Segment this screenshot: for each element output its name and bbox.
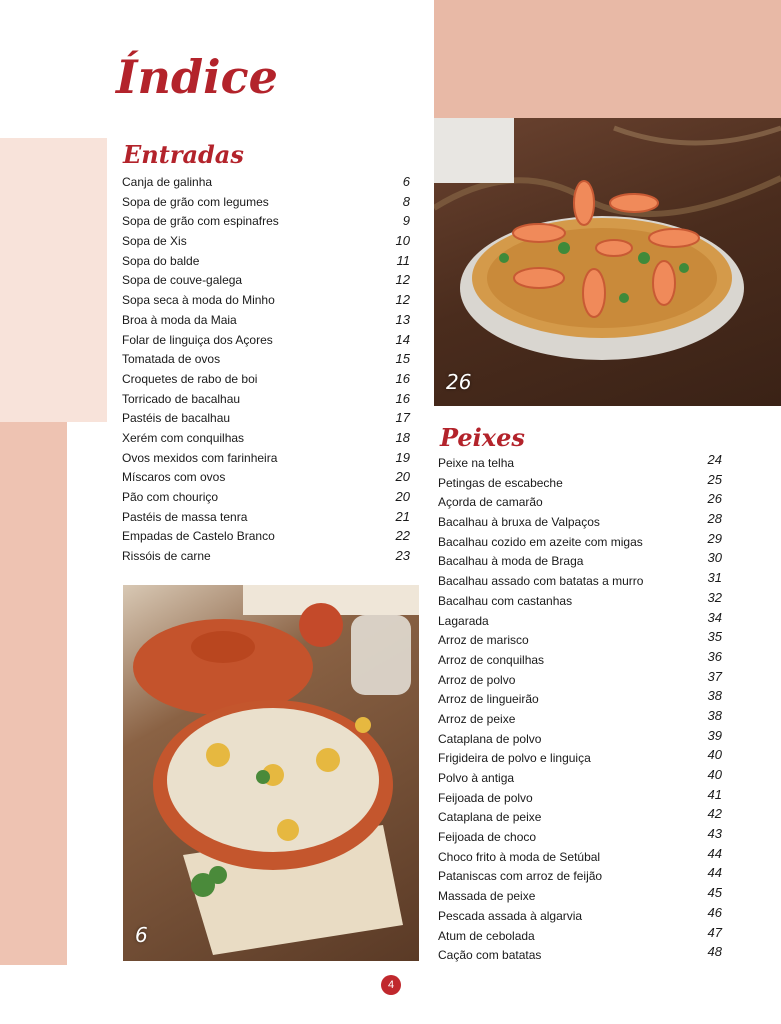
recipe-page-number: 47 bbox=[707, 924, 722, 940]
index-entry[interactable] bbox=[122, 272, 410, 292]
index-entry[interactable] bbox=[438, 491, 722, 514]
recipe-name: Petingas de escabeche bbox=[438, 475, 563, 490]
recipe-name: Açorda de camarão bbox=[438, 495, 543, 510]
index-entry[interactable] bbox=[122, 450, 410, 470]
recipe-name: Bacalhau com castanhas bbox=[438, 593, 573, 608]
recipe-page-number: 40 bbox=[707, 767, 722, 782]
recipe-page-number: 48 bbox=[707, 944, 722, 960]
index-entry[interactable] bbox=[122, 371, 410, 391]
recipe-page-number: 22 bbox=[395, 528, 410, 544]
recipe-page-number: 19 bbox=[395, 449, 410, 465]
recipe-page-number: 43 bbox=[707, 826, 722, 842]
recipe-page-number: 11 bbox=[396, 252, 410, 268]
recipe-page-number: 37 bbox=[707, 668, 722, 684]
recipe-page-number: 35 bbox=[707, 629, 722, 645]
recipe-name: Míscaros com ovos bbox=[122, 470, 226, 485]
recipe-name: Bacalhau assado com batatas a murro bbox=[438, 574, 644, 589]
recipe-page-number: 14 bbox=[395, 331, 410, 347]
index-entry[interactable] bbox=[438, 786, 722, 810]
index-entry[interactable] bbox=[438, 707, 722, 731]
peixes-list bbox=[438, 452, 722, 967]
recipe-name: Sopa de Xis bbox=[122, 234, 187, 249]
recipe-page-number: 17 bbox=[395, 410, 410, 426]
recipe-page-number: 13 bbox=[395, 311, 410, 327]
recipe-page-number: 15 bbox=[395, 351, 410, 367]
index-entry[interactable] bbox=[438, 629, 722, 652]
recipe-name: Cação com batatas bbox=[438, 948, 542, 963]
soup-dish-photo bbox=[123, 585, 419, 961]
recipe-page-number: 38 bbox=[707, 688, 722, 704]
index-entry[interactable] bbox=[438, 885, 722, 908]
index-entry[interactable] bbox=[438, 589, 722, 613]
index-entry[interactable] bbox=[438, 865, 722, 888]
index-entry[interactable] bbox=[122, 174, 410, 194]
index-entry[interactable] bbox=[122, 509, 410, 529]
index-entry[interactable] bbox=[438, 767, 722, 790]
decorative-side-strip-dark bbox=[0, 422, 67, 965]
index-entry[interactable] bbox=[438, 688, 722, 711]
recipe-page-number: 26 bbox=[707, 491, 722, 507]
index-entry[interactable] bbox=[438, 471, 722, 495]
recipe-name: Pataniscas com arroz de feijão bbox=[438, 869, 603, 884]
recipe-name: Arroz de lingueirão bbox=[438, 692, 539, 707]
recipe-page-number: 9 bbox=[402, 213, 410, 229]
section-heading-peixes: Peixes bbox=[440, 423, 525, 452]
index-entry[interactable] bbox=[438, 648, 722, 672]
recipe-page-number: 31 bbox=[707, 570, 722, 586]
recipe-name: Arroz de polvo bbox=[438, 672, 516, 687]
recipe-name: Cataplana de peixe bbox=[438, 810, 542, 825]
recipe-page-number: 20 bbox=[395, 489, 410, 504]
index-entry[interactable] bbox=[438, 747, 722, 770]
recipe-page-number: 8 bbox=[402, 193, 410, 209]
recipe-name: Lagarada bbox=[438, 613, 489, 628]
index-entry[interactable] bbox=[122, 213, 410, 233]
index-entry[interactable] bbox=[438, 845, 722, 869]
recipe-page-number: 29 bbox=[707, 530, 722, 546]
index-entry[interactable] bbox=[438, 609, 722, 633]
recipe-name: Polvo à antiga bbox=[438, 771, 515, 785]
recipe-page-number: 12 bbox=[395, 272, 410, 288]
photo-page-number: 6 bbox=[135, 923, 148, 947]
decorative-pink-block bbox=[434, 0, 781, 118]
recipe-page-number: 16 bbox=[395, 370, 410, 386]
recipe-name: Broa à moda da Maia bbox=[122, 312, 237, 327]
recipe-page-number: 28 bbox=[707, 511, 722, 527]
recipe-name: Atum de cebolada bbox=[438, 928, 535, 943]
index-entry[interactable] bbox=[438, 550, 722, 573]
index-entry[interactable] bbox=[438, 944, 722, 967]
recipe-page-number: 42 bbox=[707, 806, 722, 822]
recipe-page-number: 23 bbox=[395, 548, 410, 564]
index-entry[interactable] bbox=[122, 469, 410, 489]
recipe-name: Rissóis de carne bbox=[122, 549, 211, 564]
recipe-name: Sopa do balde bbox=[122, 253, 200, 268]
recipe-page-number: 34 bbox=[707, 609, 722, 625]
index-entry[interactable] bbox=[122, 528, 410, 548]
decorative-side-strip-light bbox=[0, 138, 107, 422]
recipe-name: Bacalhau à bruxa de Valpaços bbox=[438, 515, 600, 530]
index-entry[interactable] bbox=[438, 570, 722, 593]
entradas-list bbox=[122, 174, 410, 568]
recipe-page-number: 45 bbox=[707, 885, 722, 901]
recipe-name: Croquetes de rabo de boi bbox=[122, 371, 258, 386]
recipe-page-number: 10 bbox=[395, 233, 410, 249]
index-entry[interactable] bbox=[122, 548, 410, 568]
section-heading-entradas: Entradas bbox=[123, 140, 244, 169]
recipe-name: Feijoada de choco bbox=[438, 830, 537, 845]
recipe-name: Arroz de peixe bbox=[438, 711, 516, 726]
photo-page-number: 26 bbox=[446, 370, 472, 394]
recipe-page-number: 16 bbox=[395, 390, 410, 406]
page-title: Índice bbox=[116, 50, 278, 104]
recipe-name: Tomatada de ovos bbox=[122, 352, 221, 367]
page-number: 4 bbox=[381, 975, 401, 995]
recipe-page-number: 6 bbox=[402, 174, 410, 189]
recipe-name: Arroz de conquilhas bbox=[438, 652, 545, 667]
index-entry[interactable] bbox=[438, 530, 722, 554]
recipe-page-number: 24 bbox=[707, 452, 722, 467]
recipe-name: Sopa seca à moda do Minho bbox=[122, 293, 275, 308]
index-entry[interactable] bbox=[122, 292, 410, 312]
recipe-name: Xerém com conquilhas bbox=[122, 430, 245, 445]
recipe-name: Arroz de marisco bbox=[438, 633, 529, 648]
recipe-name: Peixe na telha bbox=[438, 456, 515, 470]
recipe-name: Sopa de couve-galega bbox=[122, 273, 243, 288]
recipe-name: Torricado de bacalhau bbox=[122, 391, 241, 406]
recipe-name: Pastéis de massa tenra bbox=[122, 509, 248, 524]
recipe-page-number: 12 bbox=[395, 292, 410, 308]
recipe-page-number: 39 bbox=[707, 727, 722, 743]
recipe-page-number: 44 bbox=[707, 845, 722, 861]
index-entry[interactable] bbox=[438, 511, 722, 534]
recipe-page-number: 46 bbox=[707, 904, 722, 920]
recipe-name: Empadas de Castelo Branco bbox=[122, 529, 275, 544]
index-entry[interactable] bbox=[122, 312, 410, 332]
recipe-name: Feijoada de polvo bbox=[438, 790, 533, 805]
index-entry[interactable] bbox=[438, 452, 722, 475]
index-entry[interactable] bbox=[122, 351, 410, 371]
recipe-page-number: 21 bbox=[395, 508, 410, 524]
recipe-name: Folar de linguiça dos Açores bbox=[122, 332, 273, 347]
index-entry[interactable] bbox=[438, 806, 722, 829]
recipe-page-number: 36 bbox=[707, 648, 722, 664]
recipe-page-number: 38 bbox=[707, 707, 722, 723]
index-entry[interactable] bbox=[122, 410, 410, 430]
recipe-name: Canja de galinha bbox=[122, 175, 213, 189]
recipe-name: Frigideira de polvo e linguiça bbox=[438, 751, 591, 766]
recipe-name: Pastéis de bacalhau bbox=[122, 411, 231, 426]
index-entry[interactable] bbox=[438, 904, 722, 928]
index-entry[interactable] bbox=[438, 727, 722, 751]
index-entry[interactable] bbox=[122, 194, 410, 214]
recipe-name: Sopa de grão com legumes bbox=[122, 194, 269, 209]
index-entry[interactable] bbox=[122, 430, 410, 450]
recipe-name: Ovos mexidos com farinheira bbox=[122, 450, 278, 465]
recipe-name: Pescada assada à algarvia bbox=[438, 908, 583, 923]
recipe-page-number: 25 bbox=[707, 471, 722, 487]
index-entry[interactable] bbox=[438, 826, 722, 849]
index-entry[interactable] bbox=[122, 489, 410, 509]
recipe-name: Bacalhau cozido em azeite com migas bbox=[438, 534, 643, 549]
recipe-name: Sopa de grão com espinafres bbox=[122, 214, 279, 229]
index-entry[interactable] bbox=[122, 332, 410, 352]
index-entry[interactable] bbox=[438, 668, 722, 692]
recipe-page-number: 30 bbox=[707, 550, 722, 566]
index-entry[interactable] bbox=[122, 253, 410, 273]
recipe-name: Massada de peixe bbox=[438, 889, 536, 904]
shrimp-dish-photo bbox=[434, 118, 781, 406]
recipe-name: Choco frito à moda de Setúbal bbox=[438, 849, 601, 864]
recipe-page-number: 44 bbox=[707, 865, 722, 881]
index-entry[interactable] bbox=[122, 391, 410, 411]
index-entry[interactable] bbox=[122, 233, 410, 253]
index-entry[interactable] bbox=[438, 924, 722, 948]
recipe-name: Pão com chouriço bbox=[122, 490, 219, 504]
recipe-name: Cataplana de polvo bbox=[438, 731, 542, 746]
recipe-page-number: 20 bbox=[395, 469, 410, 485]
recipe-page-number: 40 bbox=[707, 747, 722, 763]
recipe-name: Bacalhau à moda de Braga bbox=[438, 554, 584, 569]
recipe-page-number: 32 bbox=[707, 589, 722, 605]
recipe-page-number: 41 bbox=[707, 786, 722, 802]
recipe-page-number: 18 bbox=[395, 429, 410, 445]
